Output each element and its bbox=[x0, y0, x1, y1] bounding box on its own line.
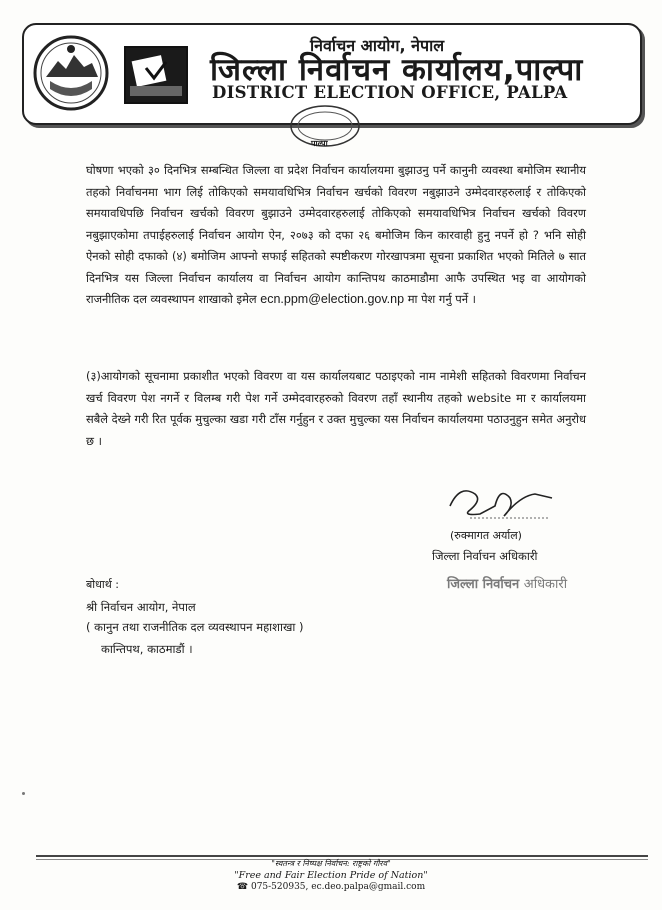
paragraph-2: (३)आयोगको सूचनामा प्रकाशीत भएको विवरण वा यस कार्यालयबाट पठाइएको नाम नामेशी सहितको विवरणमा निर्वाचन खर्च विवरण पेश नगर्ने र विलम्ब गरी पेश गर्ने उम्मेदवारहरुको विवरण तहाँ स्थानीय तहको website मा र कार्यालयमा सबैले देख्ने गरी रित पूर्वक मुचुल्का खडा गरी टाँस गर्नुहुन र उक्त मुचुल्का यस निर्वाचन कार्यालयमा पठाउनुहुन समेत अनुरोध छ । bbox=[86, 369, 586, 448]
commission-name: निर्वाचन आयोग, नेपाल bbox=[310, 36, 445, 55]
footer-motto-nepali: "स्वतन्त्र र निष्पक्ष निर्वाचन: राष्ट्रको गौरव" bbox=[271, 859, 391, 868]
footer-divider bbox=[36, 855, 648, 857]
paragraph-1-end: मा पेश गर्नु पर्ने । bbox=[407, 292, 476, 306]
seal-bold-text: जिल्ला निर्वाचन bbox=[447, 577, 520, 592]
office-name-english: DISTRICT ELECTION OFFICE, PALPA bbox=[212, 83, 568, 102]
signatory-name: (रुक्मागत अर्याल) bbox=[450, 529, 522, 542]
ballot-logo bbox=[124, 46, 188, 104]
cc-address: कान्तिपथ, काठमाडौं । bbox=[101, 642, 193, 656]
footer-contact: ☎ 075-520935, ec.deo.palpa@gmail.com bbox=[236, 882, 426, 892]
officer-seal bbox=[445, 574, 569, 592]
office-name-nepali: जिल्ला निर्वाचन कार्यालय,पाल्पा bbox=[210, 52, 584, 88]
email-address: ecn.ppm@election.gov.np bbox=[260, 292, 405, 306]
scan-speck bbox=[22, 792, 25, 795]
paragraph-1-text: घोषणा भएको ३० दिनभित्र सम्बन्धित जिल्ला वा प्रदेश निर्वाचन कार्यालयमा बुझाउनु पर्ने कानुनी व्यवस्था बमोजिम स्थानीय तहको निर्वाचनमा भाग लिई तोकिएको समयावधिभित्र निर्वाचन खर्चको विवरण नबुझाउने उम्मेदवारहरुलाई र तोकिएको समयावधिपछि निर्वाचन खर्चको विवरण बुझाउने उम्मेदवारहरुलाई तोकिएको समयावधिभित्र निर्वाचन खर्चको विवरण नबुझाएकोमा तपाईहरुलाई निर्वाचन आयोग ऐन, २०७३ को दफा २६ बमोजिम किन कारवाही हुनु नपर्ने हो ? भनि सोही ऐनको सोही दफाको (४) बमोजिम आफ्नो सफाई सहितको स्पष्टीकरण गोरखापत्रमा सूचना प्रकाशित भएको मितिले ७ सात दिनभित्र यस जिल्ला निर्वाचन कार्यालय वा निर्वाचन आयोग कान्तिपथ काठमाडौमा आफै उपस्थित भइ वा आयोगको राजनीतिक दल व्यवस्थापन शाखाको इमेल bbox=[86, 163, 586, 306]
cc-recipient: श्री निर्वाचन आयोग, नेपाल bbox=[86, 600, 196, 614]
footer-motto-english: "Free and Fair Election Pride of Nation" bbox=[234, 870, 428, 881]
nepal-emblem-logo bbox=[32, 33, 110, 113]
cc-label: बोधार्थ : bbox=[86, 578, 119, 591]
signatory-title: जिल्ला निर्वाचन अधिकारी bbox=[432, 549, 538, 563]
seal-thin-text: अधिकारी bbox=[523, 577, 568, 592]
stamp-label: पाल्पा bbox=[311, 139, 328, 148]
signature-mark bbox=[440, 476, 560, 526]
paragraph-1 bbox=[86, 160, 586, 311]
cc-division: ( कानुन तथा राजनीतिक दल व्यवस्थापन महाशाखा ) bbox=[86, 620, 304, 634]
